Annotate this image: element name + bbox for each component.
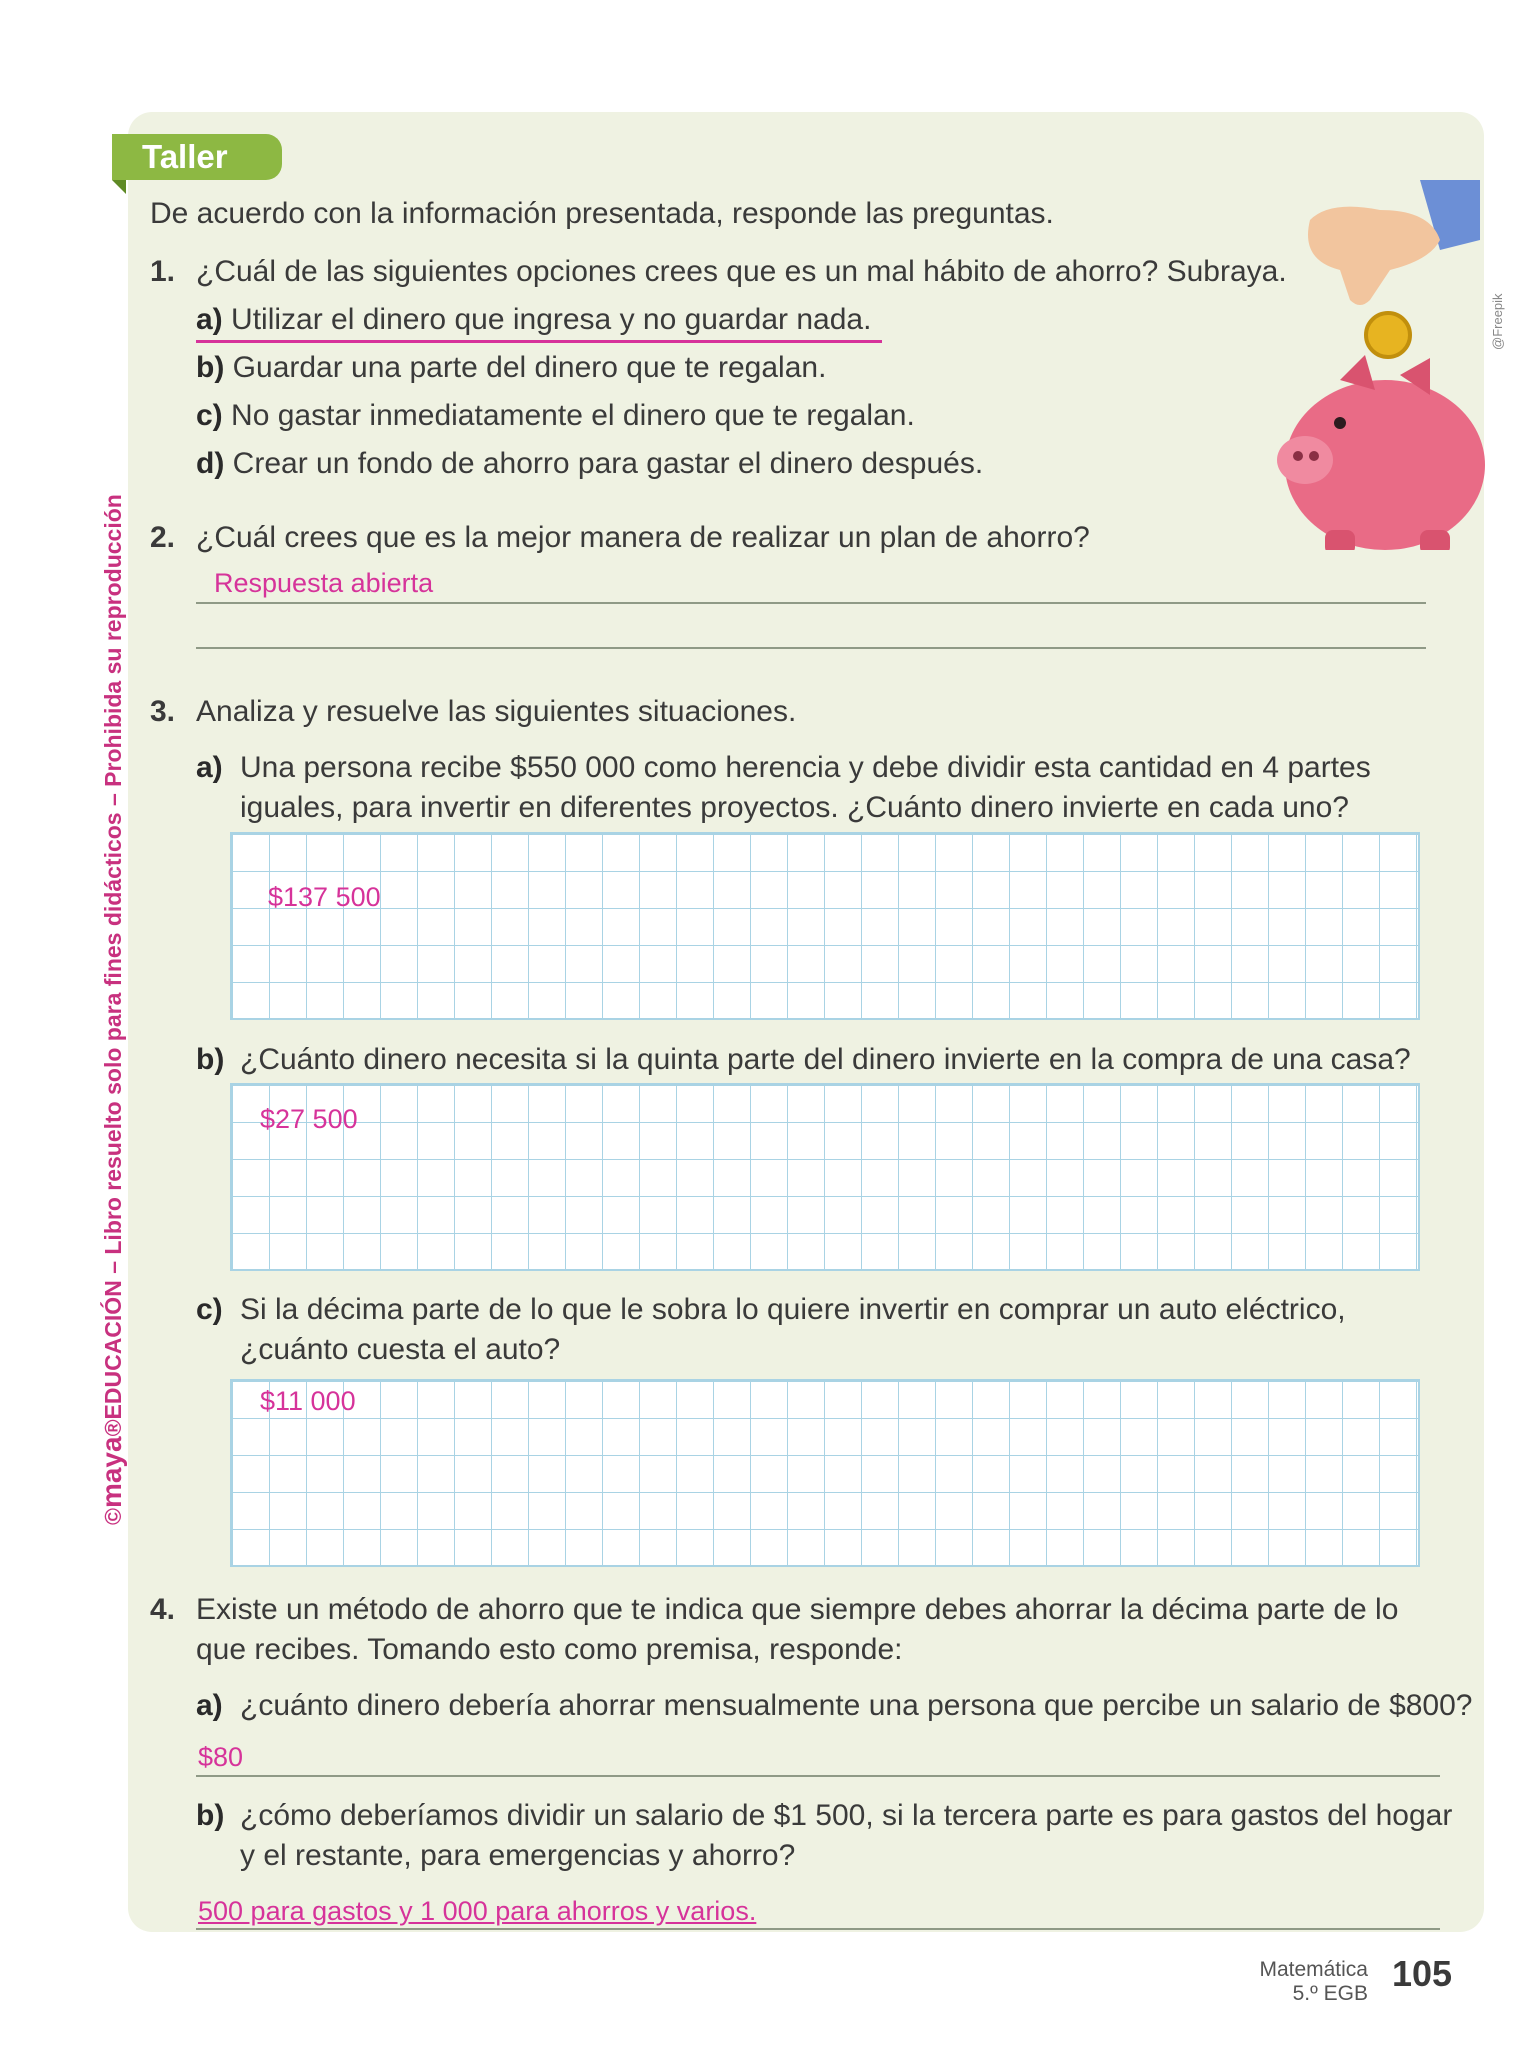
image-credit: @Freepik bbox=[1490, 293, 1505, 350]
q2-answer[interactable]: Respuesta abierta bbox=[214, 568, 434, 598]
q3b-letter: b) bbox=[196, 1043, 225, 1076]
option-text: Crear un fondo de ahorro para gastar el dinero después. bbox=[232, 447, 984, 480]
subject-name: Matemática bbox=[1259, 1958, 1368, 1981]
q3a-answer: $137 500 bbox=[268, 882, 381, 912]
footer-subject bbox=[1259, 1958, 1368, 2006]
q4b-line2: y el restante, para emergencias y ahorro? bbox=[240, 1839, 796, 1872]
q4-line2: que recibes. Tomando esto como premisa, responde: bbox=[196, 1633, 903, 1666]
q4b-line1: ¿cómo deberíamos dividir un salario de $1 500, si la tercera parte es para gastos del hogar bbox=[240, 1799, 1453, 1832]
answer-line bbox=[196, 1928, 1440, 1930]
q3a-workspace-grid[interactable] bbox=[230, 832, 1420, 1020]
q1-text: ¿Cuál de las siguientes opciones crees que es un mal hábito de ahorro? Subraya. bbox=[196, 255, 1287, 288]
q3c-workspace-grid[interactable] bbox=[230, 1379, 1420, 1567]
copyright-side-note bbox=[96, 494, 128, 1525]
q4a-answer[interactable]: $80 bbox=[198, 1742, 244, 1772]
option-text: Guardar una parte del dinero que te regalan. bbox=[232, 351, 827, 384]
q3-number: 3. bbox=[150, 695, 176, 728]
q3c-answer: $11 000 bbox=[260, 1386, 356, 1416]
option-letter: d) bbox=[196, 447, 225, 480]
piggy-bank-with-coin-icon bbox=[1270, 180, 1490, 550]
q3a-letter: a) bbox=[196, 751, 223, 784]
option-letter: c) bbox=[196, 399, 223, 432]
side-note-text: EDUCACIÓN – Libro resuelto solo para fines didácticos – Prohibida su reproducción bbox=[100, 494, 126, 1420]
page-number: 105 bbox=[1392, 1953, 1453, 1994]
tab-fold bbox=[112, 180, 126, 194]
q3c-letter: c) bbox=[196, 1293, 223, 1326]
q1-option-d[interactable] bbox=[196, 444, 983, 484]
q1-option-b[interactable] bbox=[196, 348, 826, 388]
brand-name: maya bbox=[96, 1436, 127, 1509]
taller-tab: Taller bbox=[112, 134, 282, 180]
q1-number: 1. bbox=[150, 255, 176, 288]
q4-line1: Existe un método de ahorro que te indica que siempre debes ahorrar la décima parte de lo bbox=[196, 1593, 1399, 1626]
q3b-answer: $27 500 bbox=[260, 1104, 358, 1134]
registered-symbol: ® bbox=[100, 1419, 126, 1437]
answer-line bbox=[196, 602, 1426, 604]
option-letter: a) bbox=[196, 303, 223, 336]
q3b-line1: ¿Cuánto dinero necesita si la quinta parte del dinero invierte en la compra de una casa? bbox=[240, 1043, 1411, 1076]
option-letter: b) bbox=[196, 351, 225, 384]
q3c-line2: ¿cuánto cuesta el auto? bbox=[240, 1333, 561, 1366]
q1-option-a[interactable] bbox=[196, 300, 871, 340]
q4a-text: ¿cuánto dinero debería ahorrar mensualmente una persona que percibe un salario de $800? bbox=[240, 1689, 1473, 1722]
q3-text: Analiza y resuelve las siguientes situaciones. bbox=[196, 695, 797, 728]
grade-label: 5.º EGB bbox=[1292, 1982, 1368, 2005]
answer-line bbox=[196, 647, 1426, 649]
q3b-workspace-grid[interactable] bbox=[230, 1083, 1420, 1271]
q2-number: 2. bbox=[150, 521, 176, 554]
intro-text: De acuerdo con la información presentada, responde las preguntas. bbox=[150, 197, 1054, 230]
option-a-underline bbox=[196, 340, 882, 343]
q3a-line1: Una persona recibe $550 000 como herencia y debe dividir esta cantidad en 4 partes bbox=[240, 751, 1371, 784]
q4a-letter: a) bbox=[196, 1689, 223, 1722]
answer-line bbox=[196, 1775, 1440, 1777]
q3c-line1: Si la décima parte de lo que le sobra lo quiere invertir en comprar un auto eléctrico, bbox=[240, 1293, 1346, 1326]
copyright-symbol: © bbox=[100, 1508, 126, 1525]
q3a-line2: iguales, para invertir en diferentes proyectos. ¿Cuánto dinero invierte en cada uno? bbox=[240, 791, 1349, 824]
option-text: Utilizar el dinero que ingresa y no guardar nada. bbox=[231, 303, 872, 336]
q4b-letter: b) bbox=[196, 1799, 225, 1832]
q2-text: ¿Cuál crees que es la mejor manera de realizar un plan de ahorro? bbox=[196, 521, 1090, 554]
q4-number: 4. bbox=[150, 1593, 176, 1626]
option-text: No gastar inmediatamente el dinero que te regalan. bbox=[231, 399, 915, 432]
q4b-answer[interactable]: 500 para gastos y 1 000 para ahorros y varios. bbox=[198, 1896, 757, 1926]
q1-option-c[interactable] bbox=[196, 396, 915, 436]
